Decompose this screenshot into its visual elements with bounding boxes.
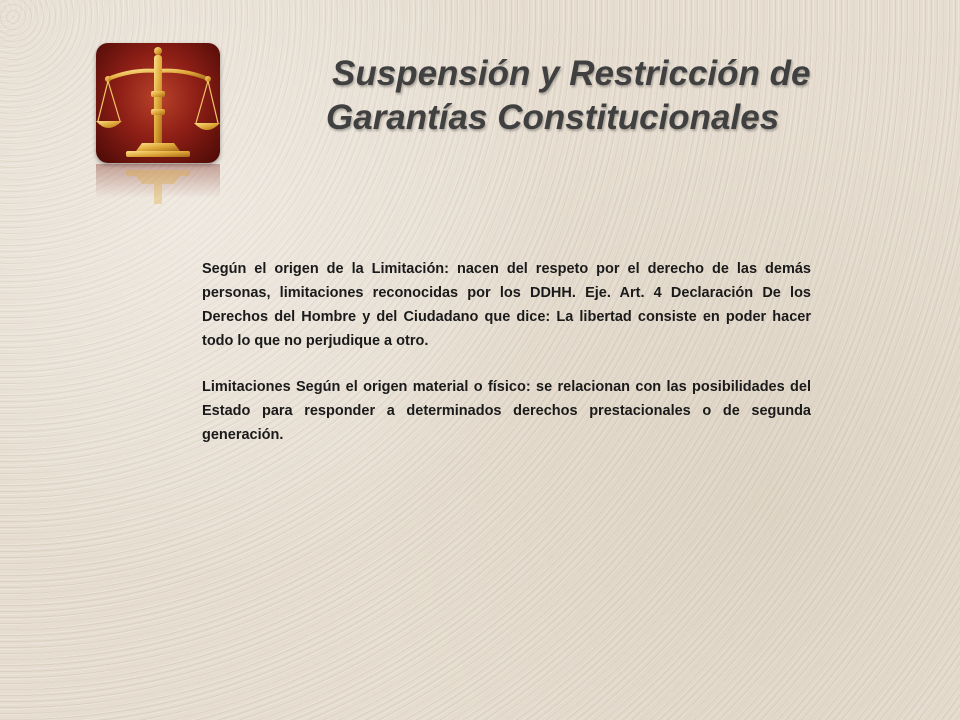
paragraph-origin-limitation: Según el origen de la Limitación: nacen del respeto por el derecho de las demás personas, limitaciones reconocidas por los DDHH. Eje. Art. 4 Declaración De los Derechos del Hombre y del Ciudadano que dice: La libertad consiste en poder hacer todo lo que no perjudique a otro. <box>202 261 811 349</box>
slide-title <box>240 52 920 140</box>
logo-reflection <box>96 164 220 204</box>
title-line-2: Garantías Constitucionales <box>326 98 780 137</box>
logo-container <box>96 43 220 195</box>
body-text <box>202 257 811 469</box>
scales-of-justice-icon <box>96 43 220 163</box>
paragraph-material-limitation: Limitaciones Según el origen material o físico: se relacionan con las posibilidades del Estado para responder a determinados derechos prestacionales o de segunda generación. <box>202 379 811 443</box>
title-line-1: Suspensión y Restricción de <box>332 54 811 93</box>
